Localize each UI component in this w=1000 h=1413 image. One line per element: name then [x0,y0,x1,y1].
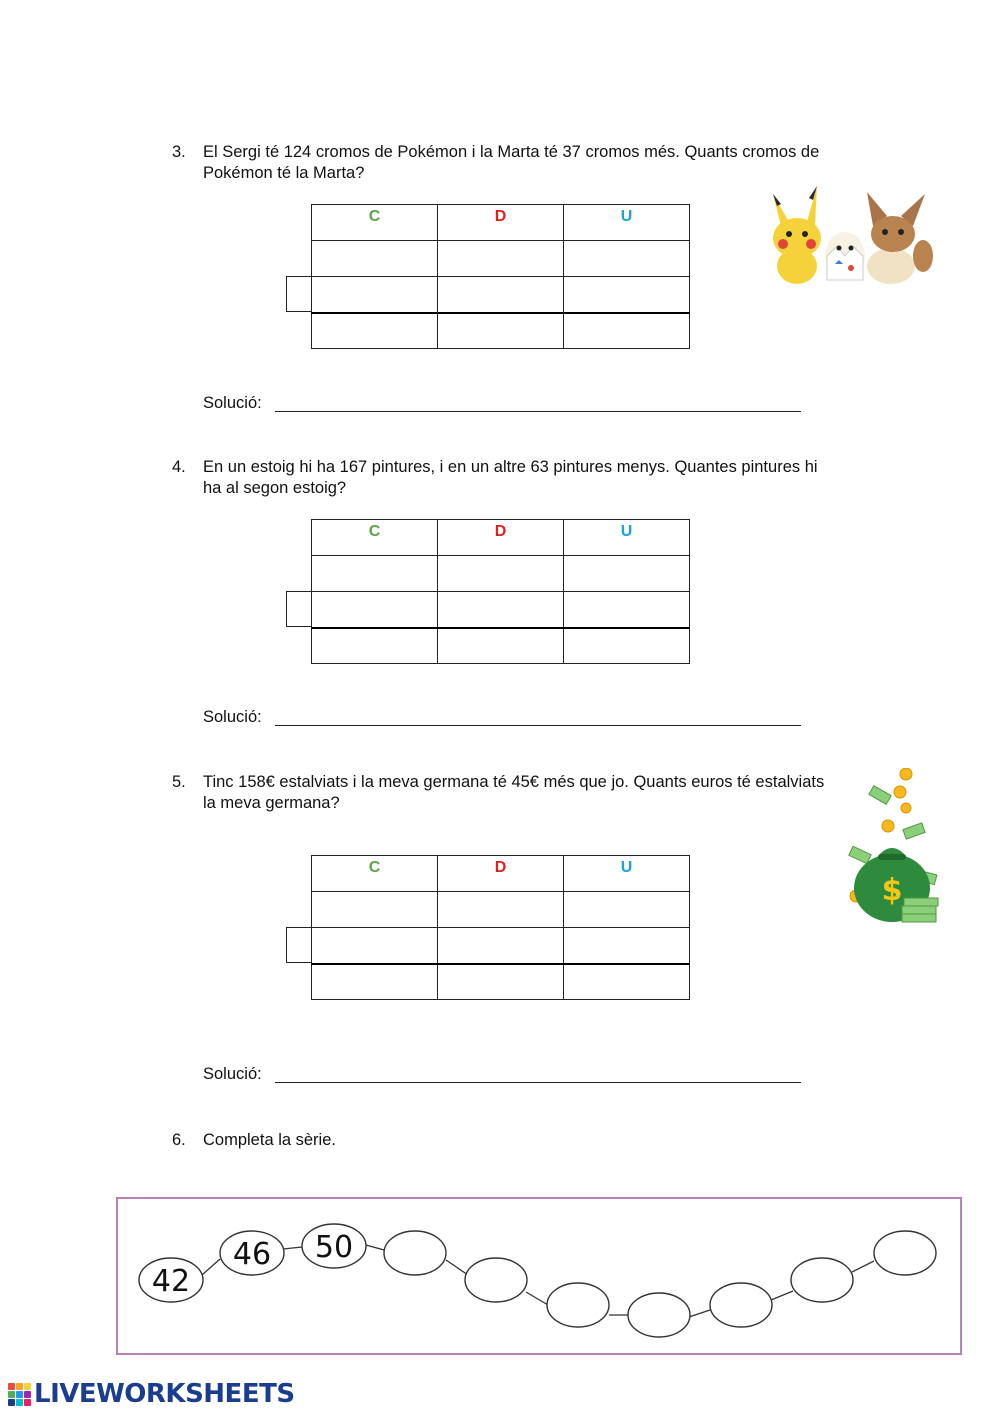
header-d: D [438,520,564,556]
cdu-cell[interactable] [312,556,438,592]
problem-text: En un estoig hi ha 167 pintures, i en un altre 63 pintures menys. Quantes pintures hi ha al segon estoig? [203,458,818,497]
cdu-cell[interactable] [312,892,438,928]
solution-label: Solució: [203,394,262,412]
result-cell[interactable] [312,313,438,349]
result-cell[interactable] [438,964,564,1000]
cdu-cell[interactable] [564,592,690,628]
header-u: U [564,856,690,892]
series-connectors [202,1245,874,1317]
cdu-header-row [312,205,690,241]
solution-4 [203,708,262,727]
header-c: C [312,520,438,556]
result-cell[interactable] [312,964,438,1000]
cdu-cell[interactable] [564,277,690,313]
banknote-stack-icon [902,898,938,922]
cdu-cell[interactable] [438,277,564,313]
result-cell[interactable] [564,628,690,664]
series-value: 50 [314,1230,354,1265]
cdu-cell[interactable] [564,892,690,928]
togepi-icon [825,232,865,280]
series-bubble-blank[interactable] [791,1258,853,1302]
cdu-header-row [312,856,690,892]
cdu-header-row [312,520,690,556]
logo-blocks-icon [8,1383,31,1406]
series-bubble-blank[interactable] [710,1283,772,1327]
series-value: 46 [232,1237,272,1272]
result-cell[interactable] [438,628,564,664]
eevee-icon [867,192,933,284]
cdu-cell[interactable] [438,892,564,928]
liveworksheets-logo [8,1379,295,1409]
result-cell[interactable] [564,313,690,349]
header-c: C [312,205,438,241]
cdu-cell[interactable] [438,592,564,628]
solution-label: Solució: [203,1065,262,1083]
series-bubble-blank[interactable] [384,1231,446,1275]
operation-sign-box[interactable] [286,927,312,963]
pikachu-icon [773,186,821,284]
cdu-table-5 [311,855,690,1000]
header-u: U [564,205,690,241]
cdu-cell[interactable] [564,241,690,277]
solution-5 [203,1065,262,1084]
problem-text: Tinc 158€ estalviats i la meva germana té 45€ més que jo. Quants euros té estalviats la meva germana? [203,773,825,812]
problem-text: Completa la sèrie. [203,1131,336,1149]
cdu-cell[interactable] [438,928,564,964]
header-d: D [438,205,564,241]
cdu-table-4 [311,519,690,664]
pokemon-illustration [755,186,935,286]
svg-text:$: $ [881,873,903,908]
problem-number: 3. [172,143,186,161]
cdu-table-3 [311,204,690,349]
solution-label: Solució: [203,708,262,726]
problem-number: 6. [172,1131,186,1149]
solution-line[interactable] [275,1082,801,1083]
problem-number: 5. [172,773,186,791]
series-value: 42 [151,1264,191,1299]
series-bubble-blank[interactable] [465,1258,527,1302]
cdu-cell[interactable] [312,592,438,628]
solution-line[interactable] [275,411,801,412]
cdu-cell[interactable] [312,277,438,313]
money-bag-illustration [840,768,950,933]
cdu-cell[interactable] [438,241,564,277]
solution-line[interactable] [275,725,801,726]
cdu-cell[interactable] [312,241,438,277]
operation-sign-box[interactable] [286,276,312,312]
cdu-cell[interactable] [564,556,690,592]
series-bubble-blank[interactable] [547,1283,609,1327]
series-bubble-blank[interactable] [874,1231,936,1275]
problem-number: 4. [172,458,186,476]
problem-text: El Sergi té 124 cromos de Pokémon i la Marta té 37 cromos més. Quants cromos de Pokémon té la Marta? [203,143,820,182]
header-u: U [564,520,690,556]
result-cell[interactable] [438,313,564,349]
result-cell[interactable] [312,628,438,664]
cdu-cell[interactable] [564,928,690,964]
cdu-cell[interactable] [438,556,564,592]
solution-3 [203,394,262,413]
number-series [116,1197,962,1355]
result-cell[interactable] [564,964,690,1000]
header-d: D [438,856,564,892]
series-bubble-blank[interactable] [628,1293,690,1337]
cdu-cell[interactable] [312,928,438,964]
logo-text: LIVEWORKSHEETS [34,1379,295,1409]
operation-sign-box[interactable] [286,591,312,627]
header-c: C [312,856,438,892]
